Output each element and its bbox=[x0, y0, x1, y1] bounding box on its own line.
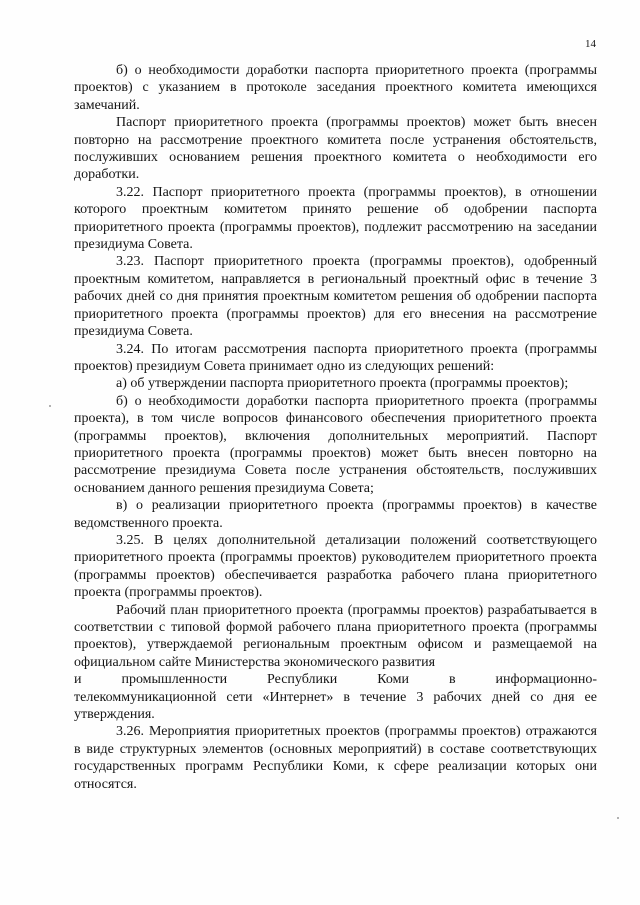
paragraph-3-24-b: б) о необходимости доработки паспорта приоритетного проекта (программы проекта), в том числе вопросов финансового обеспечения приоритетного проекта (программы проектов), включения дополнительных мероприятий. Паспорт приоритетного проекта (программы проектов) может быть внесен повторно на рассмотрение президиума Совета после устранения обстоятельств, послуживших основанием данного решения президиума Совета; bbox=[74, 393, 597, 496]
paragraph-3-25: 3.25. В целях дополнительной детализации положений соответствующего приоритетного проекта (программы проектов) руководителем приоритетного проекта (программы проектов) обеспечивается разработка рабочего плана приоритетного проекта (программы проектов). bbox=[74, 532, 597, 601]
paragraph-work-plan: Рабочий план приоритетного проекта (программы проектов) разрабатывается в соответствии с типовой формой рабочего плана приоритетного проекта (программы проектов), утверждаемой региональным проектным офисом и размещаемой на официальном сайте Министерства экономического развития bbox=[74, 602, 597, 670]
paragraph-work-plan-spread-line: и промышленности Республики Коми в информационно- bbox=[74, 672, 597, 688]
paragraph-3-24-a: а) об утверждении паспорта приоритетного проекта (программы проектов); bbox=[116, 376, 569, 392]
paragraph-3-24-v: в) о реализации приоритетного проекта (программы проектов) в качестве ведомственного проекта. bbox=[74, 498, 597, 531]
paragraph-3-23: 3.23. Паспорт приоритетного проекта (программы проектов), одобренный проектным комитетом, направляется в региональный проектный офис в течение 3 рабочих дней со дня принятия проектным комитетом решения об одобрении паспорта приоритетного проекта (программы проектов) для его внесения на рассмотрение президиума Совета. bbox=[74, 254, 597, 340]
paragraph-work-plan-continuation: телекоммуникационной сети «Интернет» в течение 3 рабочих дней со дня ее утверждения. bbox=[74, 689, 597, 723]
page-number: 14 bbox=[585, 38, 596, 50]
paragraph-3-26: 3.26. Мероприятия приоритетных проектов (программы проектов) отражаются в виде структурных элементов (основных мероприятий) в составе соответствующих государственных программ Республики Коми, к сфере реализации которых они относятся. bbox=[74, 724, 597, 792]
scan-dot bbox=[617, 817, 619, 819]
paragraph-b-revision: б) о необходимости доработки паспорта приоритетного проекта (программы проектов) с указанием в протоколе заседания проектного комитета имеющихся замечаний. bbox=[74, 63, 597, 113]
paragraph-3-24: 3.24. По итогам рассмотрения паспорта приоритетного проекта (программы проектов) президиум Совета принимает одно из следующих решений: bbox=[74, 341, 597, 374]
scan-dot bbox=[49, 405, 51, 407]
document-body bbox=[74, 62, 597, 793]
paragraph-passport-resubmission: Паспорт приоритетного проекта (программы проектов) может быть внесен повторно на рассмотрение проектного комитета после устранения обстоятельств, послуживших основанием решения проектного комитета о необходимости его доработки. bbox=[74, 115, 597, 183]
paragraph-3-22: 3.22. Паспорт приоритетного проекта (программы проектов), в отношении которого проектным комитетом принято решение об одобрении паспорта приоритетного проекта (программы проектов), подлежит рассмотрению на заседании президиума Совета. bbox=[74, 184, 597, 253]
